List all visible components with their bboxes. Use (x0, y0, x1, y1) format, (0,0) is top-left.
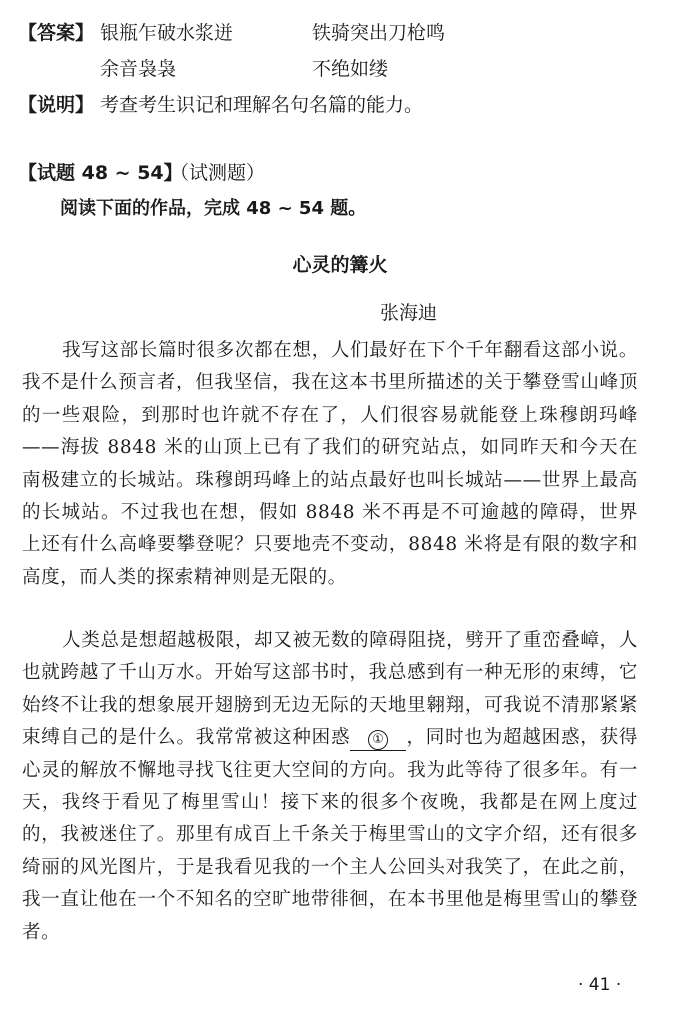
paragraph-1-text: 我写这部长篇时很多次都在想，人们最好在下个千年翻看这部小说。我不是什么预言者，但我坚信，我在这本书里所描述的关于攀登雪山峰顶的一些艰险，到那时也许就不存在了，人们很容易就能登上珠穆朗玛峰——海拔 8848 米的山顶上已有了我们的研究站点，如同昨天和今天在南极建立的长城站。珠穆朗玛峰上的站点最好也叫长城站——世界上最高的长城站。不过我也在想，假如 8848 米不再是不可逾越的障碍，世界上还有什么高峰要攀登呢？只要地壳不变动，8848 米将是有限的数字和高度，而人类的探索精神则是无限的。 (22, 340, 638, 588)
question-instruction: 阅读下面的作品，完成 48 ~ 54 题。 (60, 198, 367, 219)
note-tag: 【说明】 (18, 94, 95, 116)
answer-line-3: 余音袅袅 (100, 58, 177, 80)
article-title: 心灵的篝火 (292, 254, 388, 276)
blank-number-mark: ① (368, 730, 388, 750)
article-paragraph-1 (22, 335, 638, 594)
answer-tag: 【答案】 (18, 22, 95, 44)
paragraph-2-text-a: 人类总是想超越极限，却又被无数的障碍阻挠，劈开了重峦叠嶂，人也就跨越了千山万水。开始写这部书时，我总感到有一种无形的束缚，它始终不让我的想象展开翅膀到无边无际的天地里翱翔，可我说不清那紧紧束缚自己的是什么。我常常被这种困惑 (22, 630, 638, 749)
page-number: · 41 · (578, 975, 622, 995)
paragraph-2-text-b: ，同时也为超越困惑，获得心灵的解放不懈地寻找飞往更大空间的方向。我为此等待了很多年。有一天，我终于看见了梅里雪山！接下来的很多个夜晚，我都是在网上度过的，我被迷住了。那里有成百上千条关于梅里雪山的文字介绍，还有很多绮丽的风光图片，于是我看见我的一个主人公回头对我笑了，在此之前，我一直让他在一个不知名的空旷地带徘徊，在本书里他是梅里雪山的攀登者。 (22, 727, 639, 943)
article-author: 张海迪 (380, 302, 438, 324)
note-text: 考查考生识记和理解名句名篇的能力。 (100, 94, 424, 116)
article-paragraph-2 (22, 625, 638, 949)
fill-in-blank (350, 728, 406, 751)
answer-line-4: 不绝如缕 (312, 58, 389, 80)
answer-line-2: 铁骑突出刀枪鸣 (312, 22, 446, 44)
question-tag: 【试题 48 ~ 54】 (18, 162, 183, 184)
question-type: （试测题） (170, 162, 266, 184)
answer-line-1: 银瓶乍破水浆迸 (100, 22, 234, 44)
